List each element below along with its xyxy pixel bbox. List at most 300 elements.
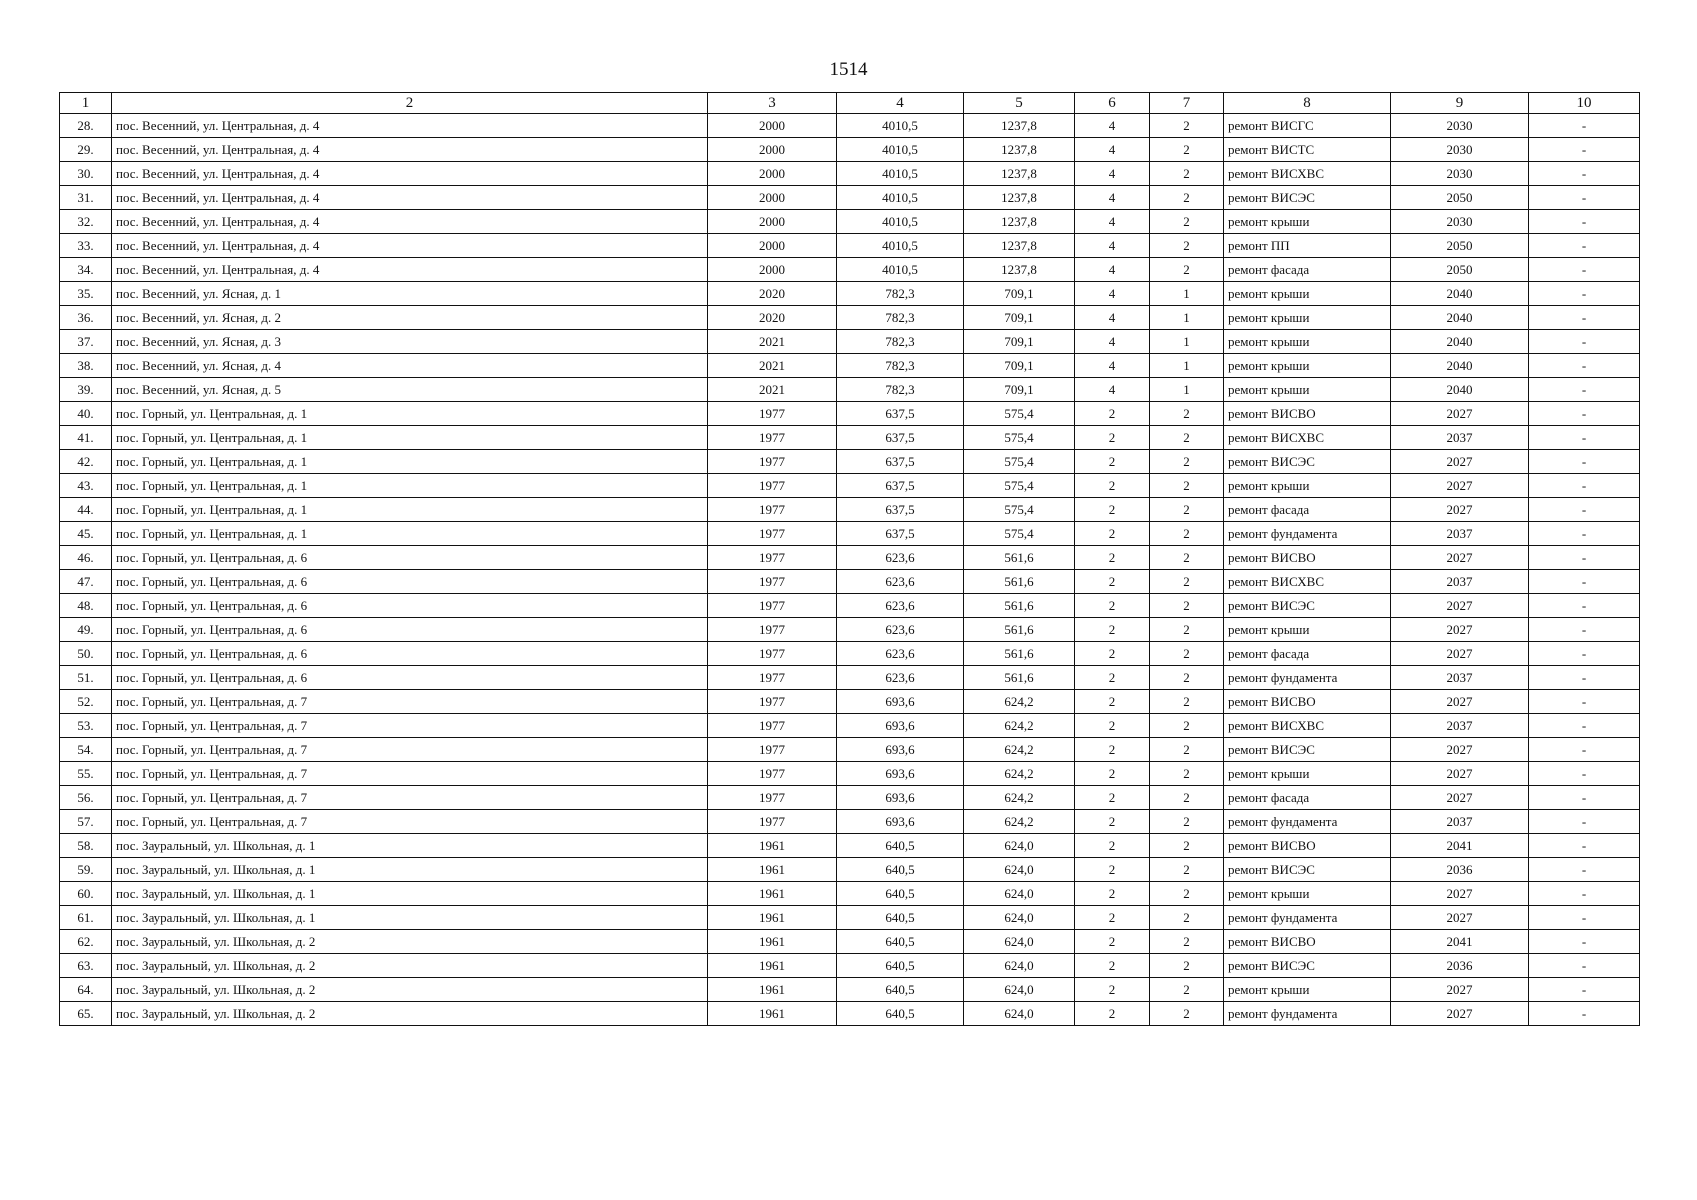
note-cell: -	[1529, 906, 1640, 930]
row-number-cell: 60.	[60, 882, 112, 906]
planned-year-cell: 2041	[1391, 930, 1529, 954]
planned-year-cell: 2027	[1391, 786, 1529, 810]
row-number-cell: 31.	[60, 186, 112, 210]
entrances-cell: 2	[1150, 498, 1224, 522]
note-cell: -	[1529, 330, 1640, 354]
floors-cell: 2	[1075, 906, 1150, 930]
row-number-cell: 65.	[60, 1002, 112, 1026]
year-built-cell: 1977	[708, 594, 837, 618]
note-cell: -	[1529, 930, 1640, 954]
living-area-cell: 575,4	[964, 402, 1075, 426]
year-built-cell: 1961	[708, 978, 837, 1002]
planned-year-cell: 2040	[1391, 282, 1529, 306]
entrances-cell: 1	[1150, 354, 1224, 378]
address-cell: пос. Горный, ул. Центральная, д. 7	[112, 738, 708, 762]
floors-cell: 2	[1075, 1002, 1150, 1026]
work-type-cell: ремонт крыши	[1224, 882, 1391, 906]
work-type-cell: ремонт ПП	[1224, 234, 1391, 258]
note-cell: -	[1529, 210, 1640, 234]
work-type-cell: ремонт крыши	[1224, 762, 1391, 786]
note-cell: -	[1529, 402, 1640, 426]
total-area-cell: 637,5	[837, 402, 964, 426]
living-area-cell: 624,0	[964, 834, 1075, 858]
table-row	[60, 666, 1640, 690]
address-cell: пос. Горный, ул. Центральная, д. 6	[112, 594, 708, 618]
year-built-cell: 1977	[708, 426, 837, 450]
floors-cell: 4	[1075, 138, 1150, 162]
work-type-cell: ремонт ВИСХВС	[1224, 570, 1391, 594]
living-area-cell: 575,4	[964, 450, 1075, 474]
year-built-cell: 1977	[708, 786, 837, 810]
work-type-cell: ремонт ВИСВО	[1224, 690, 1391, 714]
address-cell: пос. Зауральный, ул. Школьная, д. 1	[112, 834, 708, 858]
row-number-cell: 34.	[60, 258, 112, 282]
note-cell: -	[1529, 186, 1640, 210]
planned-year-cell: 2037	[1391, 570, 1529, 594]
work-type-cell: ремонт фундамента	[1224, 1002, 1391, 1026]
address-cell: пос. Горный, ул. Центральная, д. 1	[112, 402, 708, 426]
total-area-cell: 693,6	[837, 786, 964, 810]
address-cell: пос. Весенний, ул. Центральная, д. 4	[112, 186, 708, 210]
living-area-cell: 624,2	[964, 690, 1075, 714]
planned-year-cell: 2027	[1391, 618, 1529, 642]
row-number-cell: 33.	[60, 234, 112, 258]
work-type-cell: ремонт ВИСВО	[1224, 834, 1391, 858]
total-area-cell: 640,5	[837, 906, 964, 930]
row-number-cell: 29.	[60, 138, 112, 162]
entrances-cell: 2	[1150, 162, 1224, 186]
year-built-cell: 1977	[708, 546, 837, 570]
year-built-cell: 1977	[708, 690, 837, 714]
floors-cell: 4	[1075, 306, 1150, 330]
entrances-cell: 2	[1150, 210, 1224, 234]
entrances-cell: 2	[1150, 690, 1224, 714]
work-type-cell: ремонт крыши	[1224, 378, 1391, 402]
table-row	[60, 498, 1640, 522]
living-area-cell: 575,4	[964, 474, 1075, 498]
table-row	[60, 210, 1640, 234]
row-number-cell: 36.	[60, 306, 112, 330]
work-type-cell: ремонт крыши	[1224, 354, 1391, 378]
floors-cell: 2	[1075, 714, 1150, 738]
row-number-cell: 38.	[60, 354, 112, 378]
address-cell: пос. Весенний, ул. Центральная, д. 4	[112, 210, 708, 234]
floors-cell: 2	[1075, 570, 1150, 594]
living-area-cell: 1237,8	[964, 138, 1075, 162]
address-cell: пос. Горный, ул. Центральная, д. 7	[112, 786, 708, 810]
work-type-cell: ремонт крыши	[1224, 210, 1391, 234]
row-number-cell: 53.	[60, 714, 112, 738]
entrances-cell: 2	[1150, 834, 1224, 858]
entrances-cell: 2	[1150, 426, 1224, 450]
note-cell: -	[1529, 234, 1640, 258]
row-number-cell: 56.	[60, 786, 112, 810]
living-area-cell: 561,6	[964, 546, 1075, 570]
entrances-cell: 1	[1150, 330, 1224, 354]
row-number-cell: 63.	[60, 954, 112, 978]
address-cell: пос. Горный, ул. Центральная, д. 6	[112, 666, 708, 690]
total-area-cell: 782,3	[837, 306, 964, 330]
floors-cell: 2	[1075, 810, 1150, 834]
total-area-cell: 623,6	[837, 570, 964, 594]
address-cell: пос. Весенний, ул. Центральная, д. 4	[112, 114, 708, 138]
living-area-cell: 709,1	[964, 354, 1075, 378]
planned-year-cell: 2036	[1391, 858, 1529, 882]
year-built-cell: 2000	[708, 114, 837, 138]
planned-year-cell: 2040	[1391, 378, 1529, 402]
table-row	[60, 882, 1640, 906]
table-row	[60, 762, 1640, 786]
entrances-cell: 2	[1150, 810, 1224, 834]
planned-year-cell: 2037	[1391, 714, 1529, 738]
living-area-cell: 561,6	[964, 666, 1075, 690]
table-row	[60, 282, 1640, 306]
address-cell: пос. Весенний, ул. Ясная, д. 1	[112, 282, 708, 306]
total-area-cell: 623,6	[837, 594, 964, 618]
column-header: 1	[60, 93, 112, 114]
total-area-cell: 4010,5	[837, 114, 964, 138]
address-cell: пос. Весенний, ул. Центральная, д. 4	[112, 138, 708, 162]
table-row	[60, 738, 1640, 762]
year-built-cell: 1977	[708, 810, 837, 834]
row-number-cell: 64.	[60, 978, 112, 1002]
address-cell: пос. Горный, ул. Центральная, д. 1	[112, 498, 708, 522]
table-row	[60, 306, 1640, 330]
planned-year-cell: 2027	[1391, 642, 1529, 666]
living-area-cell: 1237,8	[964, 186, 1075, 210]
living-area-cell: 561,6	[964, 594, 1075, 618]
living-area-cell: 709,1	[964, 378, 1075, 402]
table-row	[60, 186, 1640, 210]
table-row	[60, 522, 1640, 546]
year-built-cell: 1961	[708, 858, 837, 882]
planned-year-cell: 2027	[1391, 882, 1529, 906]
row-number-cell: 51.	[60, 666, 112, 690]
note-cell: -	[1529, 522, 1640, 546]
planned-year-cell: 2037	[1391, 522, 1529, 546]
floors-cell: 4	[1075, 282, 1150, 306]
table-row	[60, 978, 1640, 1002]
floors-cell: 4	[1075, 354, 1150, 378]
year-built-cell: 2020	[708, 306, 837, 330]
work-type-cell: ремонт ВИСЭС	[1224, 450, 1391, 474]
note-cell: -	[1529, 570, 1640, 594]
address-cell: пос. Весенний, ул. Центральная, д. 4	[112, 258, 708, 282]
note-cell: -	[1529, 810, 1640, 834]
table-row	[60, 162, 1640, 186]
entrances-cell: 2	[1150, 666, 1224, 690]
repair-schedule-table	[59, 92, 1640, 1026]
note-cell: -	[1529, 762, 1640, 786]
total-area-cell: 640,5	[837, 954, 964, 978]
note-cell: -	[1529, 594, 1640, 618]
table-row	[60, 594, 1640, 618]
year-built-cell: 2000	[708, 186, 837, 210]
planned-year-cell: 2027	[1391, 690, 1529, 714]
table-row	[60, 786, 1640, 810]
living-area-cell: 624,0	[964, 1002, 1075, 1026]
total-area-cell: 640,5	[837, 834, 964, 858]
table-row	[60, 810, 1640, 834]
year-built-cell: 2000	[708, 258, 837, 282]
living-area-cell: 1237,8	[964, 258, 1075, 282]
entrances-cell: 2	[1150, 402, 1224, 426]
note-cell: -	[1529, 546, 1640, 570]
floors-cell: 2	[1075, 498, 1150, 522]
row-number-cell: 46.	[60, 546, 112, 570]
planned-year-cell: 2050	[1391, 186, 1529, 210]
planned-year-cell: 2027	[1391, 762, 1529, 786]
floors-cell: 4	[1075, 258, 1150, 282]
planned-year-cell: 2037	[1391, 810, 1529, 834]
work-type-cell: ремонт крыши	[1224, 474, 1391, 498]
work-type-cell: ремонт ВИСХВС	[1224, 162, 1391, 186]
floors-cell: 4	[1075, 162, 1150, 186]
row-number-cell: 49.	[60, 618, 112, 642]
total-area-cell: 693,6	[837, 738, 964, 762]
entrances-cell: 2	[1150, 978, 1224, 1002]
floors-cell: 2	[1075, 618, 1150, 642]
year-built-cell: 2021	[708, 354, 837, 378]
floors-cell: 4	[1075, 378, 1150, 402]
living-area-cell: 624,0	[964, 882, 1075, 906]
note-cell: -	[1529, 858, 1640, 882]
year-built-cell: 2000	[708, 162, 837, 186]
table-body	[60, 93, 1640, 1026]
table-row	[60, 138, 1640, 162]
note-cell: -	[1529, 666, 1640, 690]
entrances-cell: 2	[1150, 138, 1224, 162]
living-area-cell: 561,6	[964, 570, 1075, 594]
note-cell: -	[1529, 1002, 1640, 1026]
note-cell: -	[1529, 618, 1640, 642]
living-area-cell: 1237,8	[964, 210, 1075, 234]
floors-cell: 2	[1075, 930, 1150, 954]
note-cell: -	[1529, 882, 1640, 906]
total-area-cell: 637,5	[837, 474, 964, 498]
planned-year-cell: 2027	[1391, 546, 1529, 570]
table-row	[60, 426, 1640, 450]
planned-year-cell: 2037	[1391, 666, 1529, 690]
column-header: 3	[708, 93, 837, 114]
work-type-cell: ремонт ВИСГС	[1224, 114, 1391, 138]
year-built-cell: 1977	[708, 762, 837, 786]
table-row	[60, 474, 1640, 498]
living-area-cell: 624,2	[964, 810, 1075, 834]
living-area-cell: 624,0	[964, 930, 1075, 954]
year-built-cell: 1977	[708, 666, 837, 690]
planned-year-cell: 2027	[1391, 738, 1529, 762]
floors-cell: 2	[1075, 642, 1150, 666]
planned-year-cell: 2027	[1391, 402, 1529, 426]
year-built-cell: 2000	[708, 210, 837, 234]
living-area-cell: 709,1	[964, 330, 1075, 354]
table-row	[60, 378, 1640, 402]
year-built-cell: 1977	[708, 642, 837, 666]
floors-cell: 2	[1075, 690, 1150, 714]
planned-year-cell: 2030	[1391, 162, 1529, 186]
living-area-cell: 575,4	[964, 522, 1075, 546]
year-built-cell: 1977	[708, 402, 837, 426]
work-type-cell: ремонт крыши	[1224, 618, 1391, 642]
year-built-cell: 1961	[708, 906, 837, 930]
year-built-cell: 1977	[708, 714, 837, 738]
header-row	[60, 93, 1640, 114]
living-area-cell: 624,0	[964, 978, 1075, 1002]
table-row	[60, 618, 1640, 642]
table-row	[60, 714, 1640, 738]
address-cell: пос. Весенний, ул. Центральная, д. 4	[112, 162, 708, 186]
entrances-cell: 2	[1150, 642, 1224, 666]
note-cell: -	[1529, 378, 1640, 402]
planned-year-cell: 2030	[1391, 210, 1529, 234]
entrances-cell: 2	[1150, 186, 1224, 210]
table-row	[60, 906, 1640, 930]
total-area-cell: 782,3	[837, 282, 964, 306]
floors-cell: 2	[1075, 882, 1150, 906]
floors-cell: 2	[1075, 594, 1150, 618]
work-type-cell: ремонт ВИСВО	[1224, 402, 1391, 426]
address-cell: пос. Зауральный, ул. Школьная, д. 1	[112, 882, 708, 906]
floors-cell: 2	[1075, 426, 1150, 450]
address-cell: пос. Горный, ул. Центральная, д. 7	[112, 714, 708, 738]
floors-cell: 2	[1075, 402, 1150, 426]
entrances-cell: 2	[1150, 522, 1224, 546]
floors-cell: 2	[1075, 954, 1150, 978]
year-built-cell: 2020	[708, 282, 837, 306]
column-header: 8	[1224, 93, 1391, 114]
address-cell: пос. Горный, ул. Центральная, д. 7	[112, 690, 708, 714]
planned-year-cell: 2040	[1391, 306, 1529, 330]
year-built-cell: 1977	[708, 570, 837, 594]
work-type-cell: ремонт фундамента	[1224, 522, 1391, 546]
table-row	[60, 858, 1640, 882]
note-cell: -	[1529, 474, 1640, 498]
work-type-cell: ремонт крыши	[1224, 306, 1391, 330]
living-area-cell: 561,6	[964, 618, 1075, 642]
living-area-cell: 575,4	[964, 498, 1075, 522]
table-row	[60, 258, 1640, 282]
year-built-cell: 1961	[708, 930, 837, 954]
address-cell: пос. Весенний, ул. Ясная, д. 2	[112, 306, 708, 330]
total-area-cell: 782,3	[837, 378, 964, 402]
planned-year-cell: 2027	[1391, 474, 1529, 498]
entrances-cell: 2	[1150, 546, 1224, 570]
floors-cell: 4	[1075, 114, 1150, 138]
address-cell: пос. Горный, ул. Центральная, д. 6	[112, 642, 708, 666]
entrances-cell: 2	[1150, 114, 1224, 138]
address-cell: пос. Зауральный, ул. Школьная, д. 2	[112, 978, 708, 1002]
row-number-cell: 44.	[60, 498, 112, 522]
total-area-cell: 637,5	[837, 426, 964, 450]
address-cell: пос. Зауральный, ул. Школьная, д. 2	[112, 954, 708, 978]
table-row	[60, 402, 1640, 426]
planned-year-cell: 2030	[1391, 138, 1529, 162]
row-number-cell: 57.	[60, 810, 112, 834]
entrances-cell: 2	[1150, 858, 1224, 882]
work-type-cell: ремонт фасада	[1224, 786, 1391, 810]
year-built-cell: 1961	[708, 1002, 837, 1026]
floors-cell: 2	[1075, 522, 1150, 546]
row-number-cell: 47.	[60, 570, 112, 594]
planned-year-cell: 2027	[1391, 978, 1529, 1002]
total-area-cell: 4010,5	[837, 186, 964, 210]
row-number-cell: 48.	[60, 594, 112, 618]
total-area-cell: 693,6	[837, 714, 964, 738]
address-cell: пос. Зауральный, ул. Школьная, д. 1	[112, 906, 708, 930]
planned-year-cell: 2027	[1391, 450, 1529, 474]
work-type-cell: ремонт ВИСВО	[1224, 546, 1391, 570]
entrances-cell: 2	[1150, 786, 1224, 810]
total-area-cell: 693,6	[837, 690, 964, 714]
address-cell: пос. Горный, ул. Центральная, д. 6	[112, 618, 708, 642]
table-row	[60, 570, 1640, 594]
total-area-cell: 637,5	[837, 450, 964, 474]
floors-cell: 2	[1075, 786, 1150, 810]
work-type-cell: ремонт ВИСХВС	[1224, 426, 1391, 450]
address-cell: пос. Весенний, ул. Ясная, д. 3	[112, 330, 708, 354]
year-built-cell: 1977	[708, 498, 837, 522]
living-area-cell: 624,2	[964, 714, 1075, 738]
note-cell: -	[1529, 978, 1640, 1002]
row-number-cell: 41.	[60, 426, 112, 450]
living-area-cell: 624,0	[964, 858, 1075, 882]
living-area-cell: 561,6	[964, 642, 1075, 666]
entrances-cell: 2	[1150, 762, 1224, 786]
year-built-cell: 1961	[708, 834, 837, 858]
address-cell: пос. Зауральный, ул. Школьная, д. 2	[112, 1002, 708, 1026]
row-number-cell: 39.	[60, 378, 112, 402]
planned-year-cell: 2027	[1391, 906, 1529, 930]
address-cell: пос. Горный, ул. Центральная, д. 1	[112, 426, 708, 450]
entrances-cell: 2	[1150, 1002, 1224, 1026]
address-cell: пос. Горный, ул. Центральная, д. 7	[112, 810, 708, 834]
floors-cell: 2	[1075, 762, 1150, 786]
floors-cell: 4	[1075, 186, 1150, 210]
column-header: 10	[1529, 93, 1640, 114]
total-area-cell: 637,5	[837, 498, 964, 522]
address-cell: пос. Весенний, ул. Центральная, д. 4	[112, 234, 708, 258]
total-area-cell: 4010,5	[837, 162, 964, 186]
total-area-cell: 623,6	[837, 642, 964, 666]
entrances-cell: 2	[1150, 618, 1224, 642]
year-built-cell: 1961	[708, 954, 837, 978]
row-number-cell: 55.	[60, 762, 112, 786]
entrances-cell: 2	[1150, 570, 1224, 594]
column-header: 5	[964, 93, 1075, 114]
note-cell: -	[1529, 834, 1640, 858]
entrances-cell: 2	[1150, 930, 1224, 954]
table-row	[60, 642, 1640, 666]
note-cell: -	[1529, 498, 1640, 522]
entrances-cell: 2	[1150, 594, 1224, 618]
table-row	[60, 930, 1640, 954]
year-built-cell: 1977	[708, 522, 837, 546]
entrances-cell: 1	[1150, 306, 1224, 330]
planned-year-cell: 2036	[1391, 954, 1529, 978]
table-row	[60, 690, 1640, 714]
row-number-cell: 45.	[60, 522, 112, 546]
living-area-cell: 575,4	[964, 426, 1075, 450]
total-area-cell: 640,5	[837, 882, 964, 906]
entrances-cell: 1	[1150, 282, 1224, 306]
total-area-cell: 4010,5	[837, 138, 964, 162]
address-cell: пос. Горный, ул. Центральная, д. 1	[112, 474, 708, 498]
row-number-cell: 35.	[60, 282, 112, 306]
row-number-cell: 62.	[60, 930, 112, 954]
total-area-cell: 782,3	[837, 330, 964, 354]
living-area-cell: 709,1	[964, 306, 1075, 330]
